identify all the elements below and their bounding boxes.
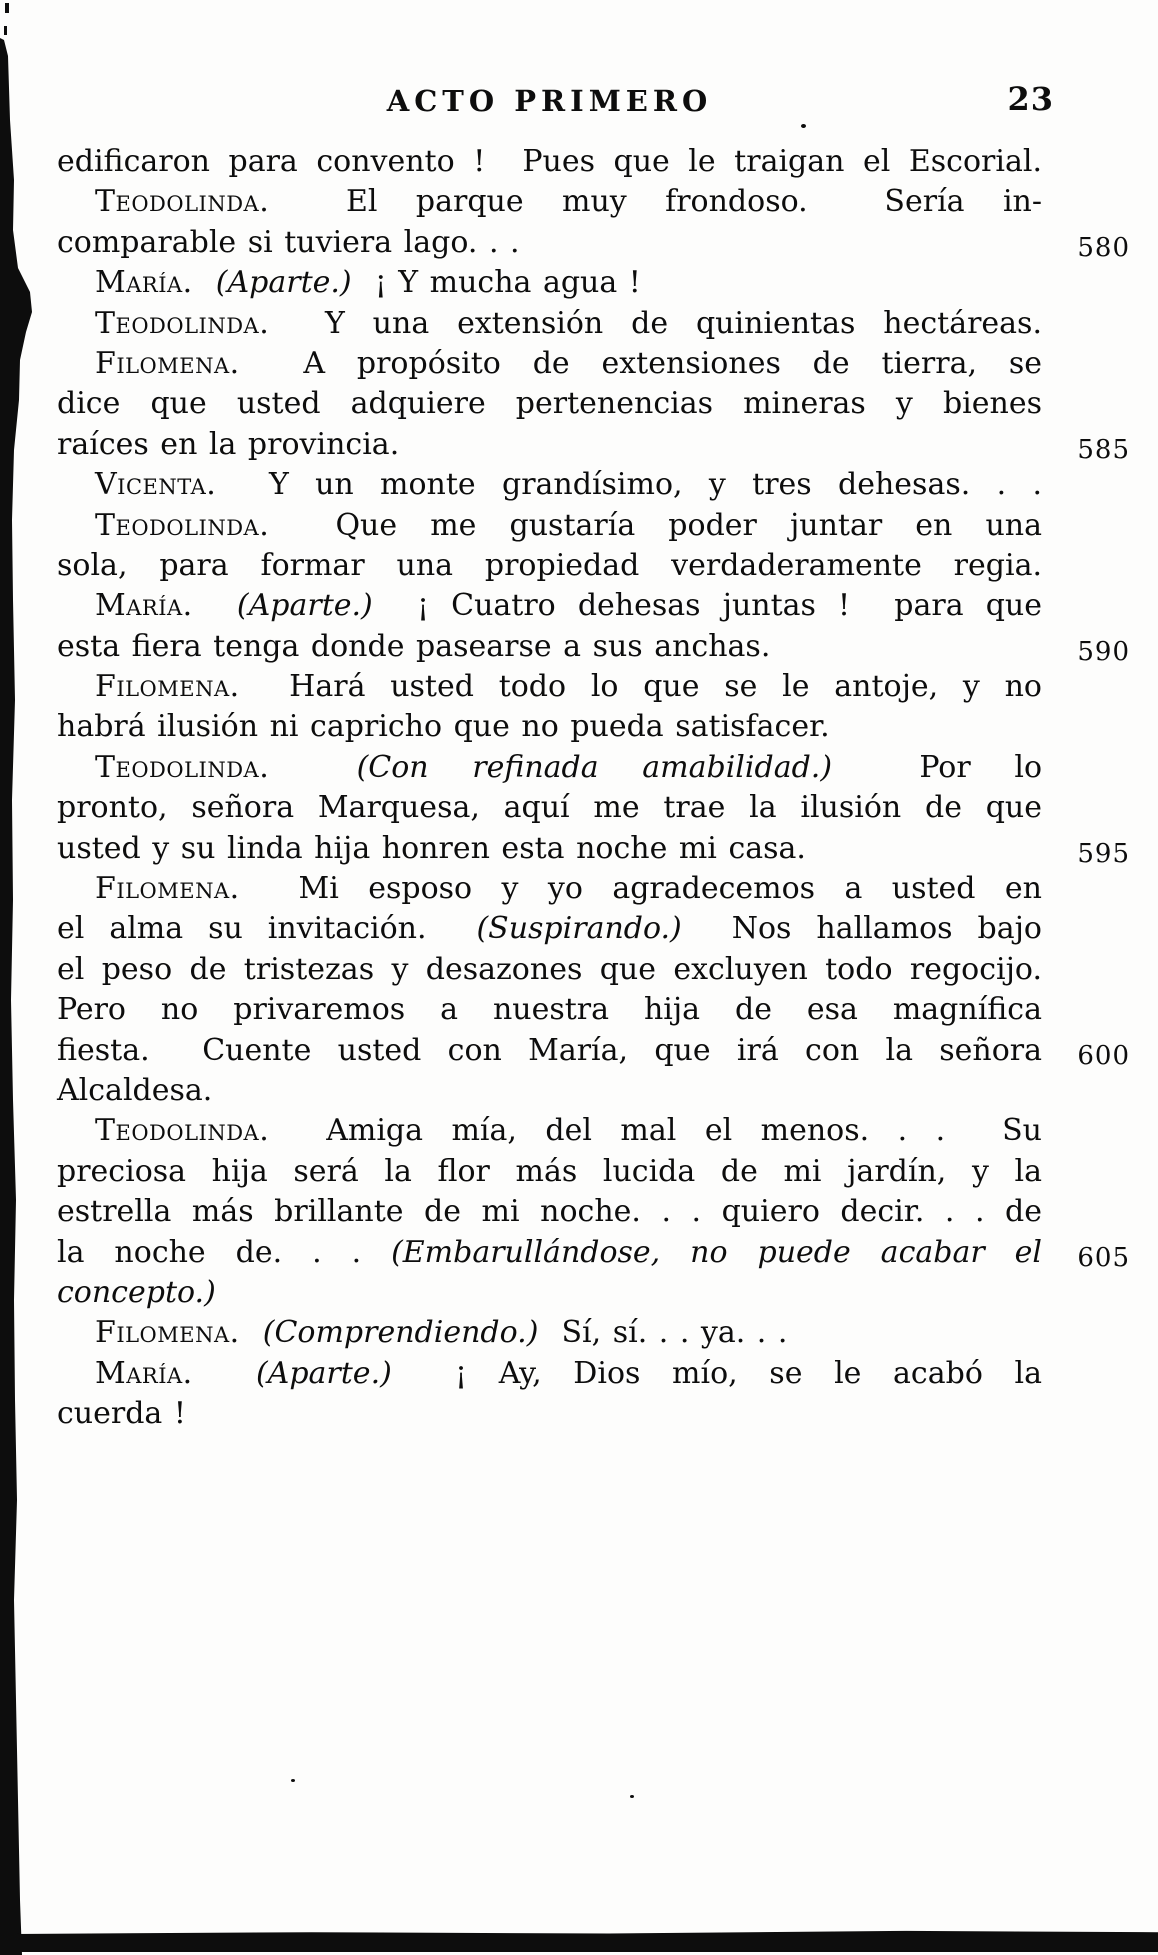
dialogue-text: comparable si tuviera lago. . .	[57, 224, 520, 260]
text-line	[57, 263, 1042, 303]
stage-direction: (Comprendiendo.)	[262, 1315, 539, 1351]
speaker-name: Teodolinda.	[95, 1113, 270, 1149]
dialogue-text: el alma su invitación.	[57, 911, 477, 947]
running-head	[57, 80, 1054, 128]
text-line	[57, 425, 1130, 465]
text-line	[57, 1031, 1130, 1071]
ink-speck	[291, 1779, 295, 1782]
speaker-name: Filomena.	[95, 669, 240, 705]
text-line	[57, 627, 1130, 667]
page-number: 23	[1007, 80, 1054, 118]
text-line	[57, 1233, 1130, 1273]
text-line	[57, 546, 1042, 586]
speaker-name: Filomena.	[95, 1315, 240, 1351]
dialogue-text: sola, para formar una propiedad verdaderamente regia.	[57, 547, 1042, 583]
text-line	[57, 748, 1042, 788]
dialogue-text	[193, 1356, 256, 1391]
scan-artifact-bar	[14, 1930, 1158, 1952]
dialogue-text	[269, 750, 356, 785]
speaker-name: Vicenta.	[95, 467, 217, 503]
stage-direction: (Embarullándose, no puede acabar el	[391, 1234, 1042, 1270]
dialogue-text: Sí, sí. . . ya. . .	[538, 1315, 788, 1351]
dialogue-text: Alcaldesa.	[57, 1072, 213, 1108]
text-line	[57, 707, 1042, 747]
dialogue-text: el peso de tristezas y desazones que excluyen todo regocijo.	[57, 951, 1042, 987]
ink-speck	[630, 1795, 634, 1798]
dialogue-text: habrá ilusión ni capricho que no pueda satisfacer.	[57, 709, 830, 745]
speaker-name: María.	[95, 588, 193, 624]
speaker-name: María.	[95, 1355, 193, 1391]
text-line	[57, 1192, 1042, 1232]
text-line	[57, 1313, 1042, 1353]
dialogue-text: El parque muy frondoso. Sería in-	[269, 184, 1042, 220]
text-line	[57, 506, 1042, 546]
text-line	[57, 384, 1042, 424]
dialogue-text: raíces en la provincia.	[57, 426, 400, 462]
text-line	[57, 1354, 1042, 1394]
dialogue-text: cuerda !	[57, 1396, 186, 1432]
dialogue-text: A propósito de extensiones de tierra, se	[239, 345, 1042, 381]
dialogue-text: Pero no privaremos a nuestra hija de esa magnífica	[57, 992, 1042, 1028]
dialogue-text: ¡ Y mucha agua !	[351, 265, 641, 301]
text-line	[57, 1394, 1042, 1434]
text-line	[57, 909, 1042, 949]
stage-direction: concepto.)	[57, 1274, 216, 1310]
text-line	[57, 950, 1042, 990]
dialogue-text	[240, 1315, 263, 1350]
text-line	[57, 829, 1130, 869]
dialogue-text: preciosa hija será la flor más lucida de mi jardín, y la	[57, 1153, 1042, 1189]
text-line	[57, 586, 1042, 626]
act-title: ACTO PRIMERO	[386, 84, 713, 118]
text-line	[57, 142, 1042, 182]
stage-direction: (Aparte.)	[215, 265, 352, 301]
dialogue-text: Y un monte grandísimo, y tres dehesas. . .	[216, 467, 1042, 503]
speaker-name: Filomena.	[95, 345, 240, 381]
verse-line-number: 600	[1077, 1040, 1130, 1071]
text-line	[57, 1273, 1042, 1313]
text-line	[57, 182, 1042, 222]
dialogue-text: Y una extensión de quinientas hectáreas.	[269, 305, 1042, 341]
verse-line-number: 595	[1077, 838, 1130, 869]
speaker-name: Teodolinda.	[95, 305, 270, 341]
verse-line-number: 605	[1077, 1242, 1130, 1273]
text-line	[57, 304, 1042, 344]
text-line	[57, 465, 1042, 505]
dialogue-text: dice que usted adquiere pertenencias mineras y bienes	[57, 386, 1042, 422]
text-line	[57, 1152, 1042, 1192]
dialogue-text: ¡ Cuatro dehesas juntas ! para que	[372, 588, 1042, 624]
dialogue-text: la noche de. . .	[57, 1234, 392, 1270]
verse-line-number: 580	[1077, 232, 1130, 263]
dialogue-text: Por lo	[832, 749, 1043, 785]
dialogue-text: Hará usted todo lo que se le antoje, y no	[239, 669, 1042, 705]
dialogue-text: Mi esposo y yo agradecemos a usted en	[239, 871, 1042, 907]
stage-direction: (Aparte.)	[255, 1355, 392, 1391]
speaker-name: María.	[95, 265, 193, 301]
text-line	[57, 788, 1042, 828]
speaker-name: Teodolinda.	[95, 507, 270, 543]
dialogue-text: estrella más brillante de mi noche. . . quiero decir. . . de	[57, 1194, 1042, 1230]
text-line	[57, 990, 1042, 1030]
text-line	[57, 869, 1042, 909]
dialogue-text: esta fiera tenga donde pasearse a sus anchas.	[57, 628, 771, 664]
text-line	[57, 223, 1130, 263]
stage-direction: (Aparte.)	[236, 588, 373, 624]
gutter-shadow	[0, 0, 40, 1955]
dialogue-text: pronto, señora Marquesa, aquí me trae la ilusión de que	[57, 790, 1042, 826]
dialogue-text	[193, 588, 237, 623]
dialogue-text: ¡ Ay, Dios mío, se le acabó la	[391, 1355, 1042, 1391]
stage-direction: (Con refinada amabilidad.)	[356, 749, 833, 785]
dialogue-text: edificaron para convento ! Pues que le traigan el Escorial.	[57, 144, 1042, 179]
dialogue-text: Amiga mía, del mal el menos. . . Su	[269, 1113, 1042, 1149]
speaker-name: Teodolinda.	[95, 749, 270, 785]
text-line	[57, 1111, 1042, 1151]
text-line	[57, 344, 1042, 384]
dialogue-text: usted y su linda hija honren esta noche mi casa.	[57, 830, 806, 866]
text-line	[57, 667, 1042, 707]
verse-line-number: 585	[1077, 434, 1130, 465]
speaker-name: Teodolinda.	[95, 184, 270, 220]
dialogue-text	[193, 265, 216, 300]
text-line	[57, 1071, 1042, 1111]
dialogue-text: Que me gustaría poder juntar en una	[269, 507, 1042, 543]
verse-line-number: 590	[1077, 636, 1130, 667]
speaker-name: Filomena.	[95, 871, 240, 907]
text-block	[57, 142, 1130, 1435]
dialogue-text: Nos hallamos bajo	[681, 911, 1042, 947]
stage-direction: (Suspirando.)	[476, 911, 682, 947]
dialogue-text: fiesta. Cuente usted con María, que irá con la señora	[57, 1032, 1042, 1068]
